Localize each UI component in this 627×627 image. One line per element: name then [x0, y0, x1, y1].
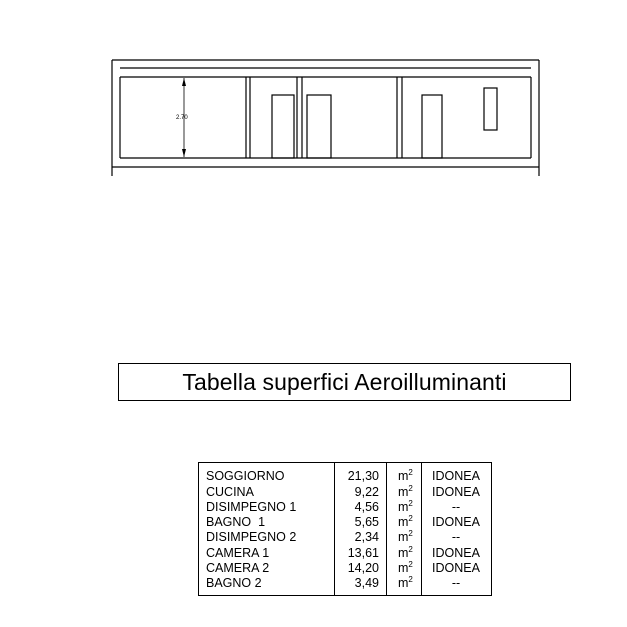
room-status: --	[451, 500, 461, 514]
room-name: CAMERA 1	[206, 546, 270, 560]
room-area: 2,34	[354, 530, 379, 544]
table-row	[199, 576, 491, 591]
table-row	[199, 546, 491, 561]
area-unit: $m^2$	[398, 499, 413, 514]
table-title: Tabella superfici Aeroilluminanti	[182, 368, 507, 395]
room-name: DISIMPEGNO 1	[206, 500, 297, 514]
room-area: 5,65	[354, 515, 379, 529]
area-unit: $m^2$	[398, 545, 413, 560]
room-area: 4,56	[354, 500, 379, 514]
room-area: 14,20	[347, 561, 379, 575]
room-name: DISIMPEGNO 2	[206, 530, 297, 544]
door-2	[307, 95, 331, 158]
table-row	[199, 530, 491, 545]
building-section-drawing	[0, 0, 627, 200]
area-unit: $m^2$	[398, 560, 413, 575]
table-row	[199, 469, 491, 484]
table-row	[199, 485, 491, 500]
room-status: --	[451, 576, 461, 590]
room-status: IDONEA	[432, 546, 480, 560]
table-row	[199, 500, 491, 515]
room-name: CAMERA 2	[206, 561, 270, 575]
room-status: IDONEA	[432, 561, 480, 575]
area-unit: $m^2$	[398, 529, 413, 544]
door-1	[272, 95, 294, 158]
table-row	[199, 515, 491, 530]
room-name: BAGNO 2	[206, 576, 262, 590]
room-area: 9,22	[354, 485, 379, 499]
room-area: 21,30	[347, 469, 379, 483]
table-row	[199, 561, 491, 576]
table-title-box	[118, 363, 571, 401]
room-status: IDONEA	[432, 485, 480, 499]
area-unit: $m^2$	[398, 484, 413, 499]
area-table	[198, 462, 492, 596]
room-name: BAGNO 1	[206, 515, 266, 529]
room-name: CUCINA	[206, 485, 254, 499]
area-unit: $m^2$	[398, 468, 413, 483]
door-3	[422, 95, 442, 158]
window	[484, 88, 497, 130]
room-name: SOGGIORNO	[206, 469, 285, 483]
height-dimension-label: 2.70	[176, 115, 188, 121]
area-unit: $m^2$	[398, 575, 413, 590]
room-status: --	[451, 530, 461, 544]
room-status: IDONEA	[432, 469, 480, 483]
room-area: 3,49	[354, 576, 379, 590]
area-unit: $m^2$	[398, 514, 413, 529]
room-status: IDONEA	[432, 515, 480, 529]
room-area: 13,61	[347, 546, 379, 560]
